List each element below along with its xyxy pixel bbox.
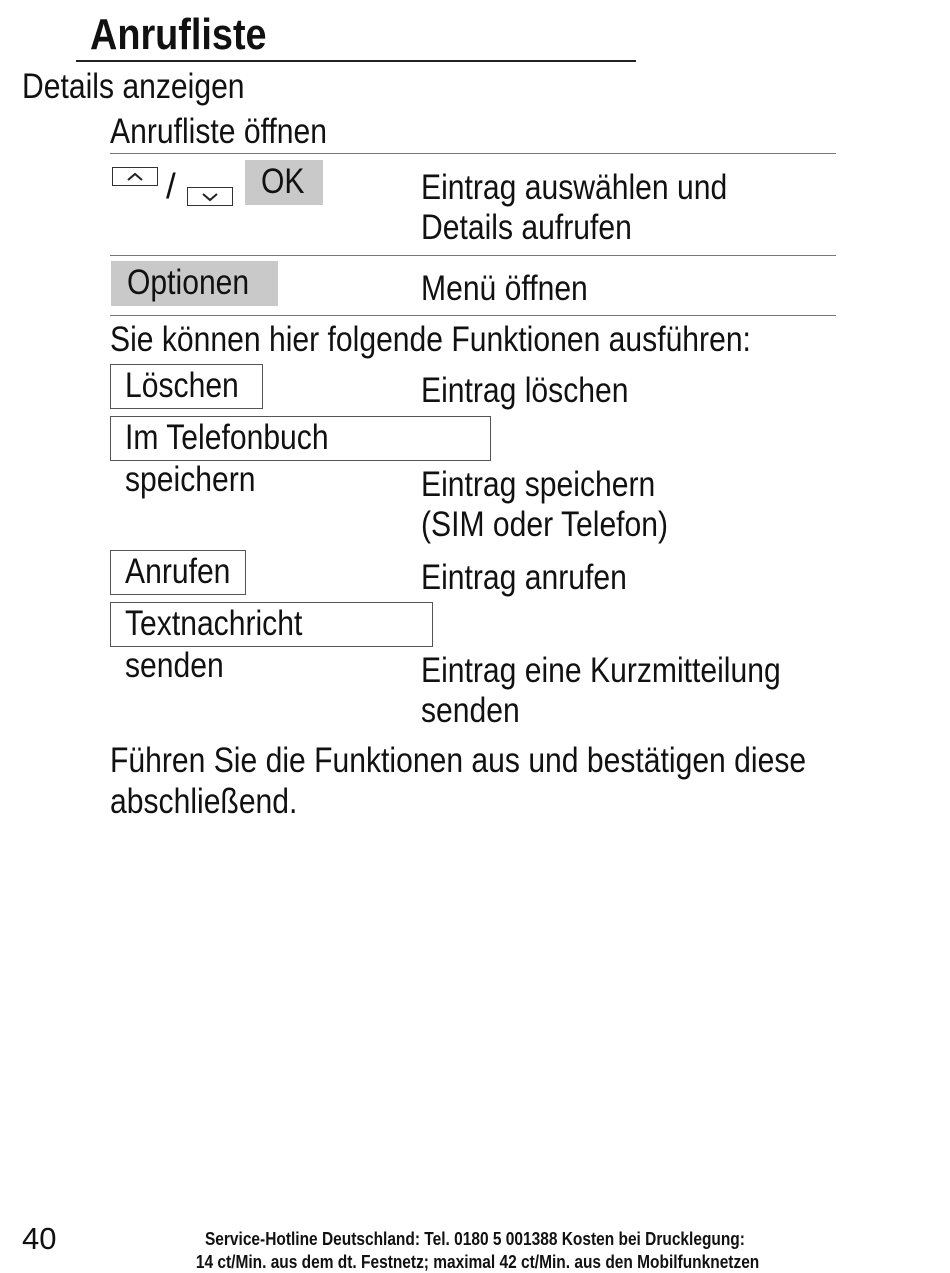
function-desc-save-line2: (SIM oder Telefon) — [421, 505, 669, 544]
divider — [110, 255, 836, 256]
function-desc-sms-line1: Eintrag eine Kurzmitteilung — [421, 651, 781, 690]
closing-text-line2: abschließend. — [110, 782, 298, 821]
menu-item-call: Anrufen — [110, 550, 246, 595]
page-number: 40 — [22, 1221, 57, 1256]
function-desc-sms-line2: senden — [421, 691, 520, 730]
function-desc-delete: Eintrag löschen — [421, 371, 629, 410]
footer-hotline-line2: 14 ct/Min. aus dem dt. Festnetz; maximal 42 ct/Min. aus den Mobilfunknetzen — [195, 1252, 760, 1272]
ok-softkey: OK — [245, 160, 323, 205]
footer-hotline-line1: Service-Hotline Deutschland: Tel. 0180 5 001388 Kosten bei Drucklegung: — [205, 1229, 745, 1249]
menu-item-save-phonebook: Im Telefonbuch speichern — [110, 416, 491, 461]
divider — [110, 315, 836, 316]
chevron-up-key-icon — [112, 167, 158, 186]
step-open-call-list: Anrufliste öffnen — [110, 112, 327, 151]
options-softkey: Optionen — [111, 261, 278, 306]
menu-item-send-text: Textnachricht senden — [110, 602, 433, 647]
closing-text-line1: Führen Sie die Funktionen aus und bestätigen diese — [110, 741, 807, 780]
menu-item-delete: Löschen — [110, 364, 263, 409]
function-desc-save-line1: Eintrag speichern — [421, 465, 656, 504]
key-separator: / — [166, 167, 176, 206]
instruction-select-line1: Eintrag auswählen und — [421, 168, 728, 207]
functions-intro: Sie können hier folgende Funktionen ausführen: — [110, 320, 751, 359]
function-desc-call: Eintrag anrufen — [421, 558, 627, 597]
instruction-menu-open: Menü öffnen — [421, 269, 588, 308]
section-heading: Details anzeigen — [22, 67, 245, 106]
divider — [110, 153, 836, 154]
instruction-select-line2: Details aufrufen — [421, 208, 632, 247]
page-title: Anrufliste — [90, 10, 267, 59]
chevron-down-key-icon — [187, 187, 233, 206]
title-underline — [76, 60, 636, 62]
